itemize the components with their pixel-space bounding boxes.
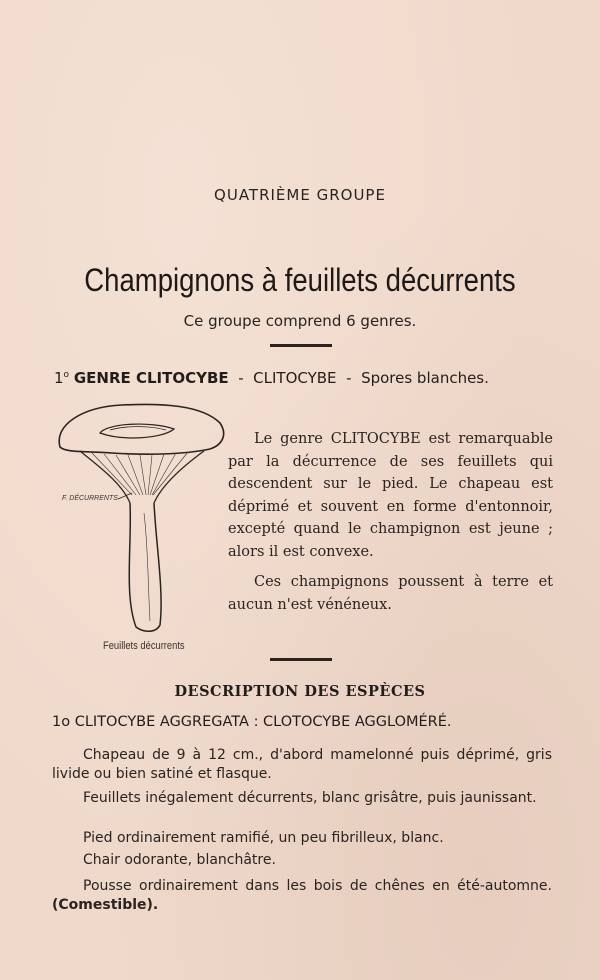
genus-number: 1 <box>54 369 64 387</box>
genus-description <box>228 428 553 616</box>
genus-paragraph-2: Ces champignons poussent à terre et aucun n'est vénéneux. <box>228 574 553 613</box>
genus-separator: - <box>346 369 352 387</box>
divider-top <box>270 344 332 347</box>
species-paragraph-3: Pied ordinairement ramifié, un peu fibrilleux, blanc. <box>83 830 444 846</box>
species-paragraph-5-text: Pousse ordinairement dans les bois de chênes en été-automne. <box>83 878 552 894</box>
edibility-note: (Comestible). <box>52 897 159 913</box>
divider-middle <box>270 658 332 661</box>
genus-separator: - <box>238 369 244 387</box>
illustration-caption: Feuillets décurrents <box>103 640 185 652</box>
genus-common-name: CLITOCYBE <box>253 369 337 387</box>
species-paragraph-2: Feuillets inégalement décurrents, blanc grisâtre, puis jaunissant. <box>83 790 537 806</box>
species-paragraph-5 <box>52 877 552 915</box>
species-paragraph-1: Chapeau de 9 à 12 cm., d'abord mamelonné puis déprimé, gris livide ou bien satiné et flasque. <box>52 747 552 782</box>
page-subtitle: Ce groupe comprend 6 genres. <box>183 312 417 330</box>
genus-name: GENRE CLITOCYBE <box>73 369 229 387</box>
genus-ordinal: o <box>63 370 70 380</box>
description-heading: DESCRIPTION DES ESPÈCES <box>174 683 426 700</box>
species-heading: 1o CLITOCYBE AGGREGATA : CLOTOCYBE AGGLOMÉRÉ. <box>52 714 452 730</box>
group-title: QUATRIÈME GROUPE <box>214 186 386 204</box>
genus-spores: Spores blanches. <box>361 369 489 387</box>
species-paragraph-4: Chair odorante, blanchâtre. <box>83 852 276 868</box>
genus-paragraph-1: Le genre CLITOCYBE est remarquable par la décurrence de ses feuillets qui descendent sur le pied. Le chapeau est déprimé et souvent en forme d'entonnoir, excepté quand le champignon est jeune ; alors il est convexe. <box>228 431 553 560</box>
page-title: Champignons à feuillets décurrents <box>84 262 516 298</box>
mushroom-cap <box>59 404 223 454</box>
illustration-label: F. DÉCURRENTS <box>62 495 118 502</box>
clitocybe-illustration <box>52 395 232 640</box>
genus-heading <box>54 369 489 387</box>
